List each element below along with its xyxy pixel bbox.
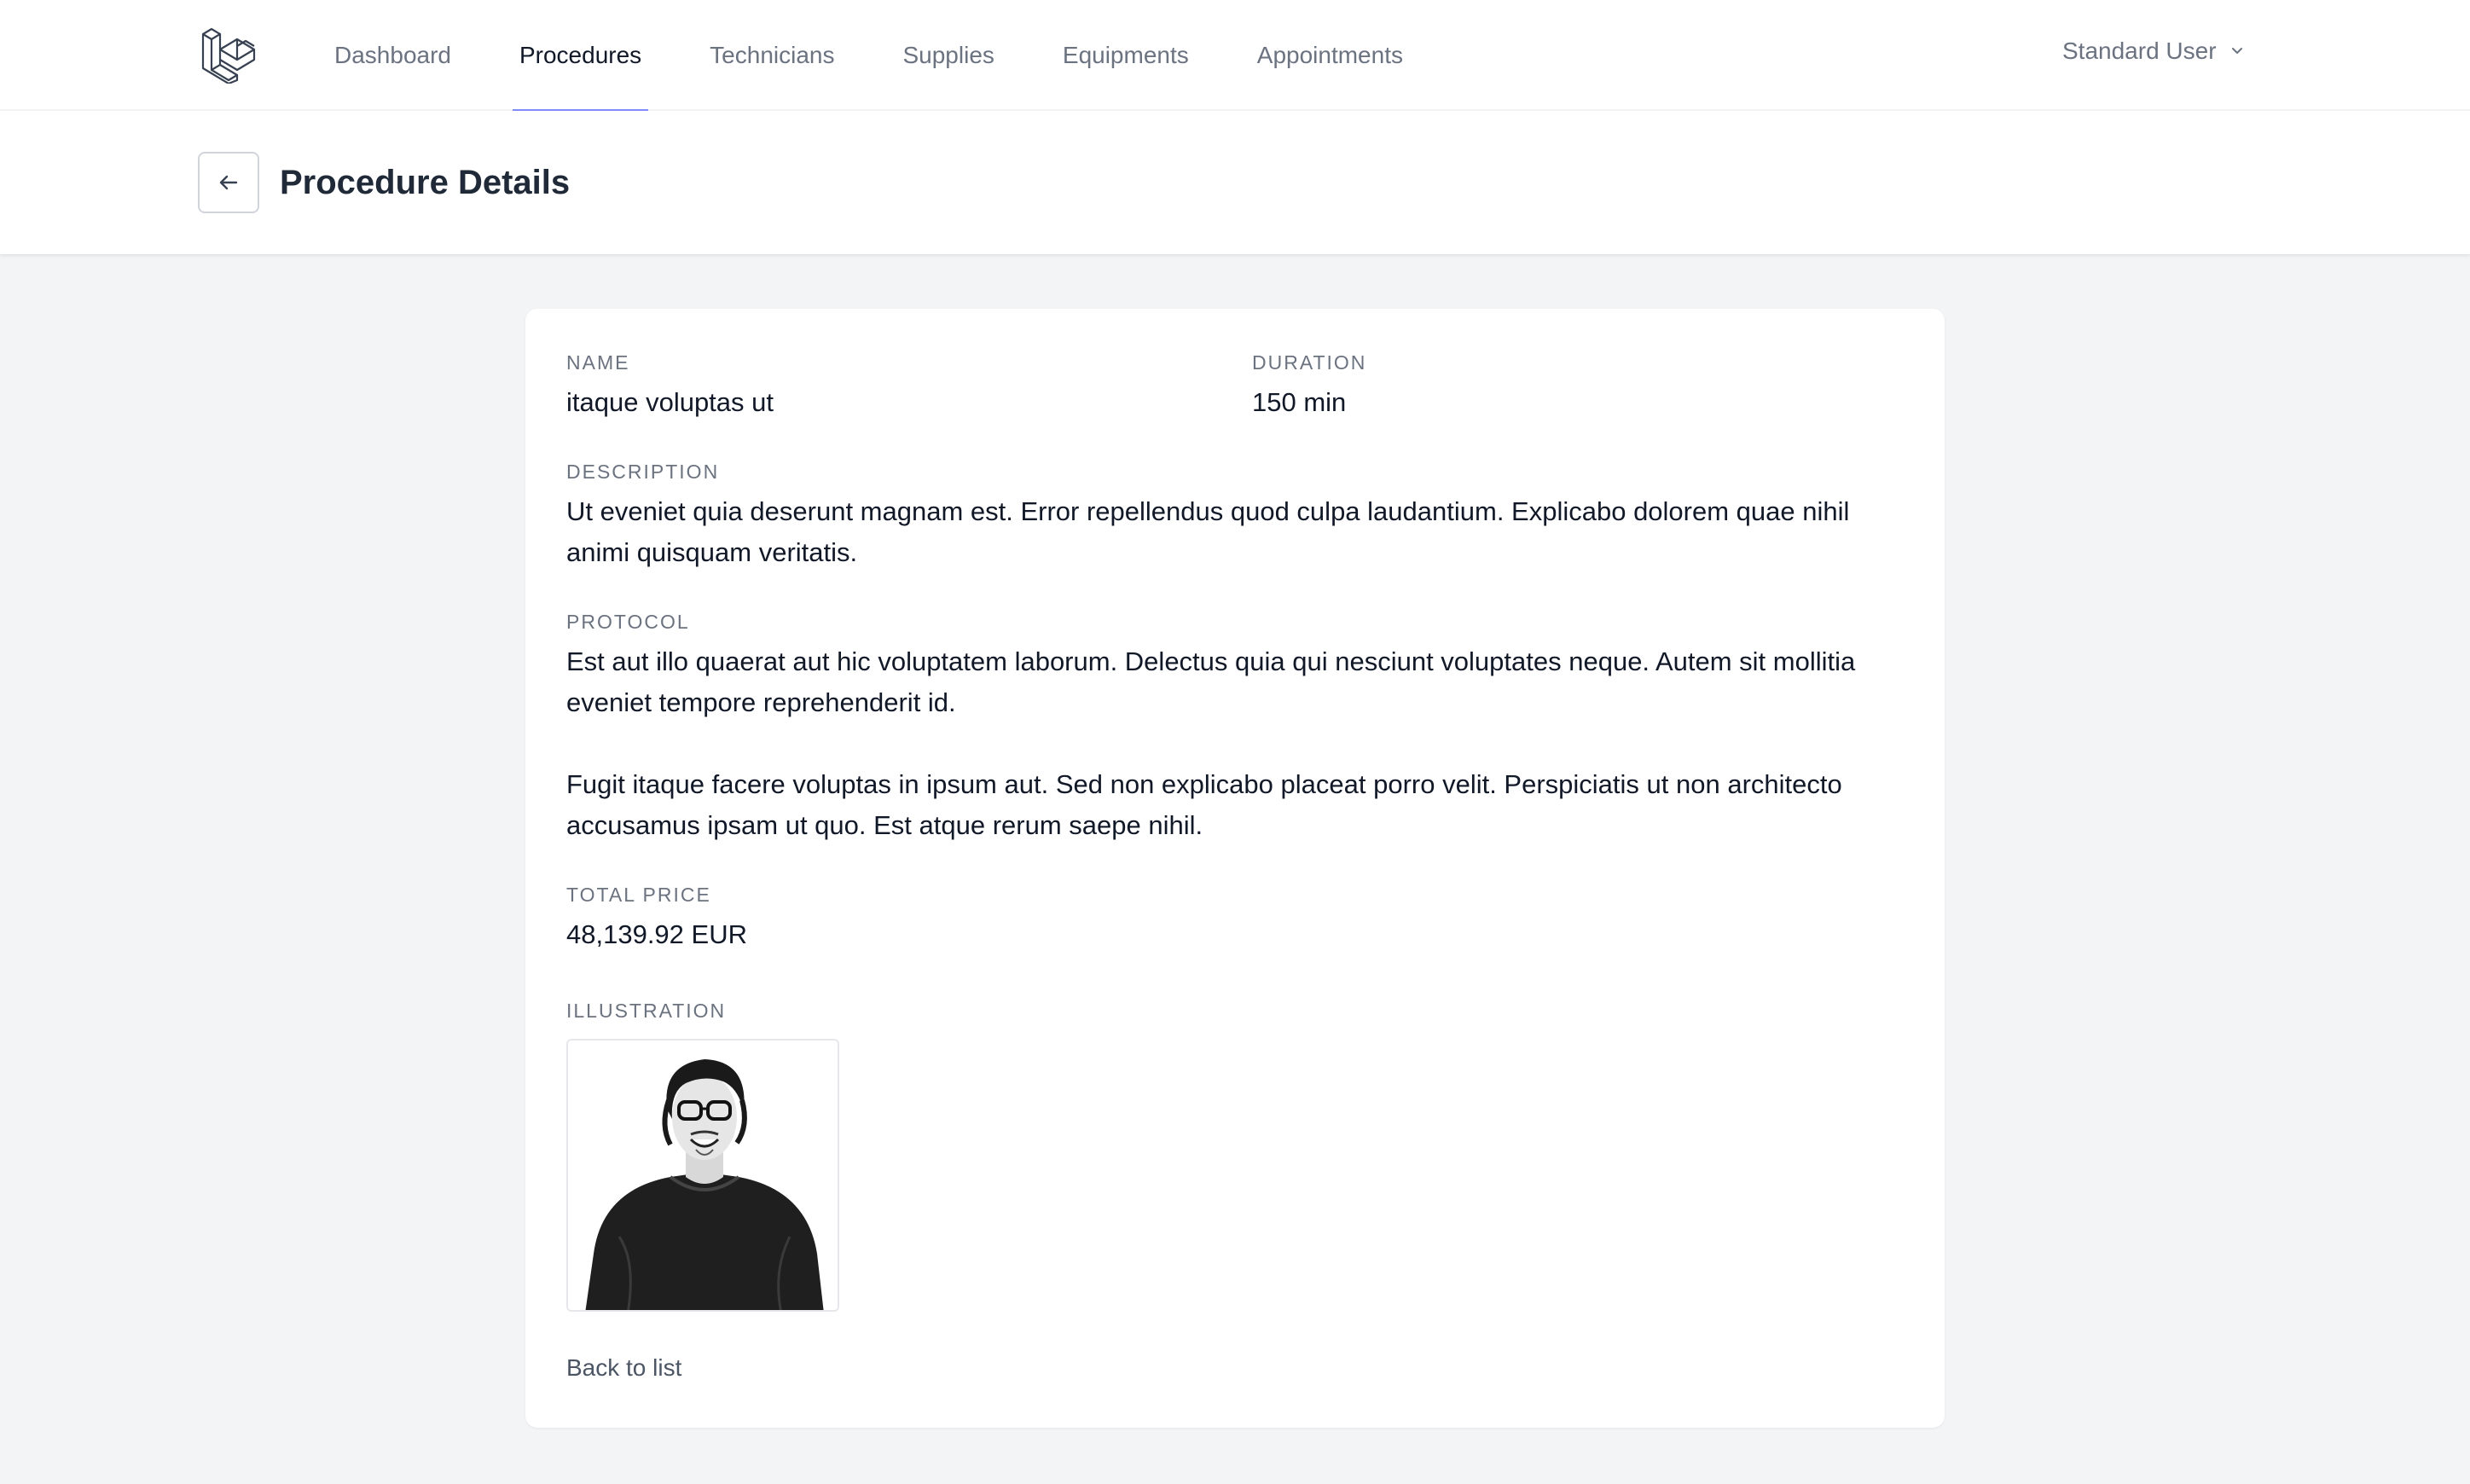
nav-supplies[interactable] bbox=[902, 0, 994, 111]
duration-value: 150 min bbox=[1252, 387, 1347, 417]
nav-supplies-label: Supplies bbox=[902, 42, 994, 68]
user-name: Standard User bbox=[2062, 38, 2217, 64]
laravel-logo-icon[interactable] bbox=[200, 26, 261, 84]
description-value: Ut eveniet quia deserunt magnam est. Error repellendus quod culpa laudantium. Explicabo dolorem quae nihil animi quisquam veritatis. bbox=[566, 496, 1850, 567]
procedure-details-card bbox=[525, 309, 1945, 1428]
nav-procedures[interactable] bbox=[519, 0, 641, 111]
nav-links bbox=[334, 0, 1471, 111]
page-title: Procedure Details bbox=[280, 164, 571, 201]
total-price-value: 48,139.92 EUR bbox=[566, 919, 747, 949]
back-to-list-link[interactable]: Back to list bbox=[566, 1354, 682, 1381]
nav-appointments-label: Appointments bbox=[1256, 42, 1403, 68]
top-navigation bbox=[0, 0, 2470, 111]
total-price-label: TOTAL PRICE bbox=[566, 884, 711, 906]
nav-dashboard-label: Dashboard bbox=[334, 42, 451, 68]
protocol-label: PROTOCOL bbox=[566, 611, 690, 633]
name-value: itaque voluptas ut bbox=[566, 387, 774, 417]
description-label: DESCRIPTION bbox=[566, 461, 720, 483]
nav-appointments[interactable] bbox=[1257, 0, 1403, 111]
protocol-paragraph-1: Est aut illo quaerat aut hic voluptatem laborum. Delectus quia qui nesciunt voluptates neque. Autem sit mollitia eveniet tempore reprehenderit id. bbox=[566, 646, 1856, 717]
protocol-paragraph-2: Fugit itaque facere voluptas in ipsum aut. Sed non explicabo placeat porro velit. Perspiciatis ut non architecto accusamus ipsam ut quo. Est atque rerum saepe nihil. bbox=[566, 769, 1842, 840]
duration-label: DURATION bbox=[1252, 351, 1367, 374]
back-button[interactable] bbox=[198, 152, 259, 213]
illustration-label: ILLUSTRATION bbox=[566, 1000, 727, 1022]
illustration-image bbox=[566, 1039, 839, 1312]
arrow-left-icon bbox=[216, 170, 241, 195]
chevron-down-icon bbox=[2229, 43, 2246, 60]
nav-technicians-label: Technicians bbox=[710, 42, 835, 68]
nav-technicians[interactable] bbox=[710, 0, 834, 111]
nav-equipments[interactable] bbox=[1063, 0, 1189, 111]
user-menu-dropdown[interactable] bbox=[2062, 38, 2246, 65]
portrait-photo bbox=[568, 1041, 839, 1312]
nav-dashboard[interactable] bbox=[334, 0, 451, 111]
nav-procedures-label: Procedures bbox=[519, 42, 642, 68]
page-header bbox=[0, 111, 2470, 254]
nav-equipments-label: Equipments bbox=[1062, 42, 1189, 68]
name-label: NAME bbox=[566, 351, 630, 374]
